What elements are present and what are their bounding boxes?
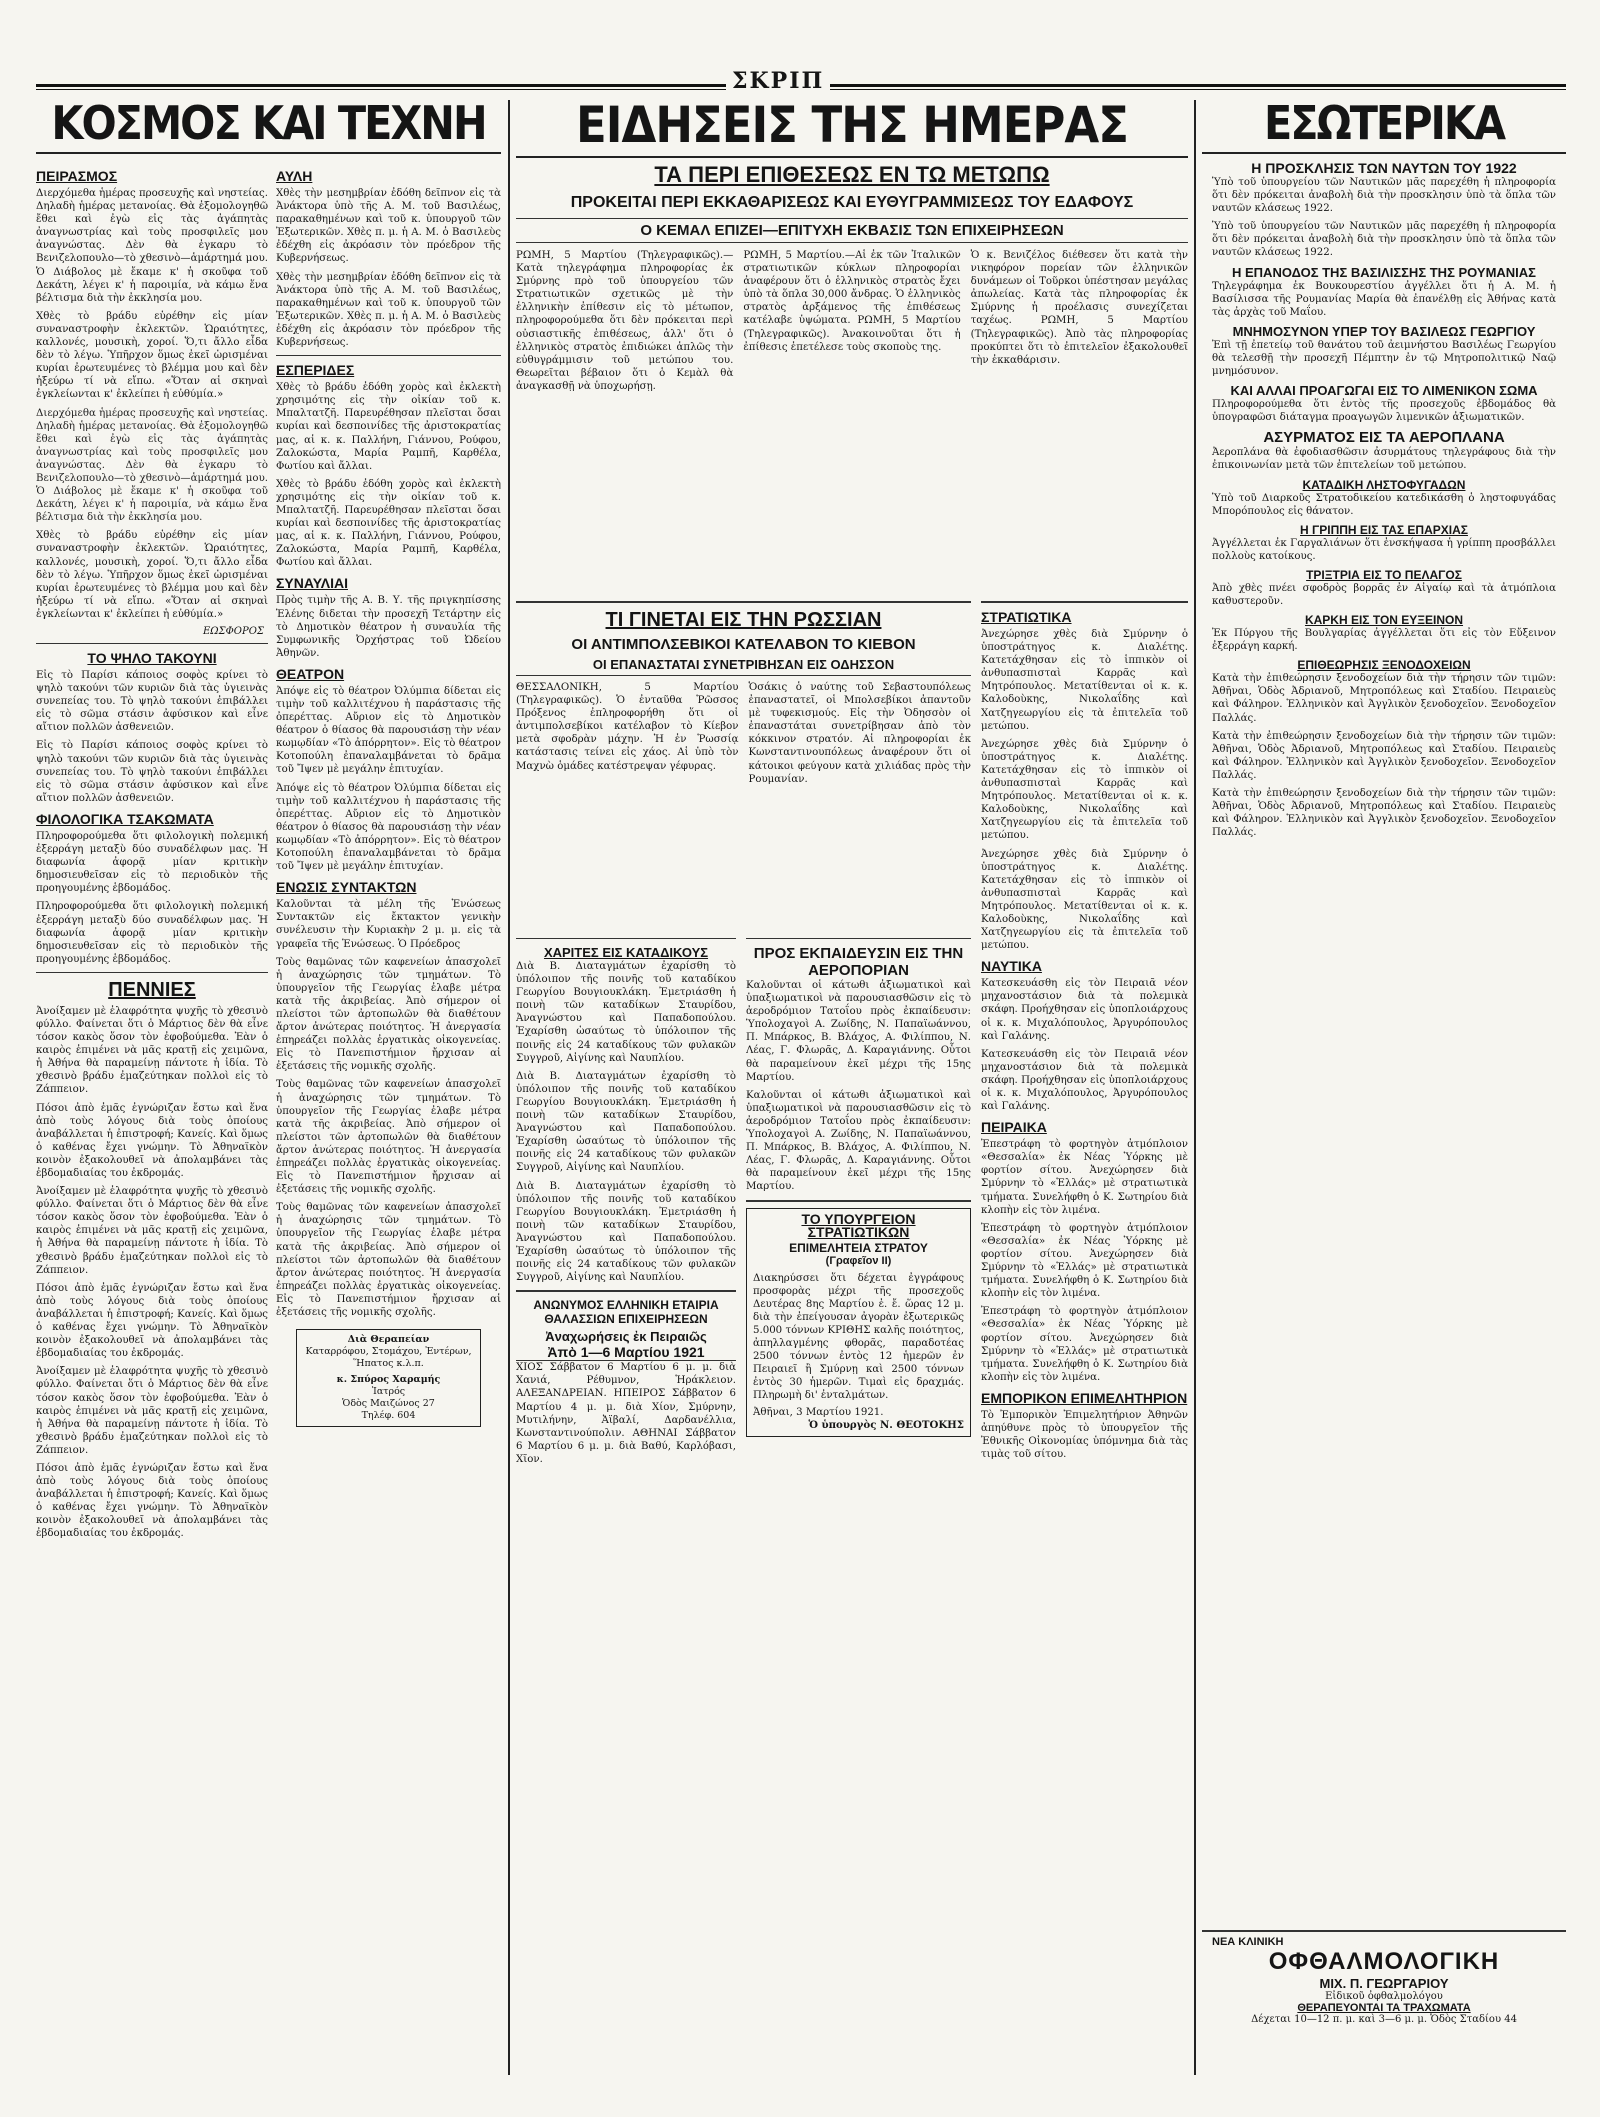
kicker: ΤΑ ΠΕΡΙ ΕΠΙΘΕΣΕΩΣ ΕΝ ΤΩ ΜΕΤΩΠΩ: [654, 162, 1050, 187]
article-title: ΚΑΡΚΗ ΕΙΣ ΤΟΝ ΕΥΞΕΙΝΟΝ: [1304, 613, 1464, 628]
masthead-title: ΣΚΡΙΠ: [726, 68, 830, 94]
article-text: Ὁσάκις ὁ ναύτης τοῦ Σεβαστουπόλεως ἐπαναστατεῖ, οἱ Μπολσεβίκοι ἀπαντοῦν μὲ τυφεκισμούς. Εἰς τὴν Ὀδησσὸν οἱ ἐπαναστάται συνετρίβησαν ἀπὸ τὸν κόκκινον στρατόν. Αἱ πληροφορίαι ἐκ Κωνσταντινουπόλεως ἀναφέρουν ὅτι οἱ κάτοικοι φεύγουν κατὰ χιλιάδας πρὸς τὴν Ρουμανίαν.: [748, 682, 971, 785]
article-text: Χθὲς τὴν μεσημβρίαν ἐδόθη δεῖπνον εἰς τὰ Ἀνάκτορα ὑπὸ τῆς Α. Μ. τοῦ Βασιλέως, παρακαθημένων καὶ τοῦ κ. ὑπουργοῦ τῶν Ἐξωτερικῶν. Χθὲς π. μ. ἡ Α. Μ. ὁ Βασιλεὺς ἐδέχθη εἰς ἀκρόασιν τὸν πρόεδρον τῆς Κυβερνήσεως.: [276, 188, 501, 265]
clinic-title: ΟΦΘΑΛΜΟΛΟΓΙΚΗ: [1268, 1948, 1500, 1975]
notice-date: Ἀθῆναι, 3 Μαρτίου 1921.: [753, 1406, 884, 1418]
article-title: ΕΝΩΣΙΣ ΣΥΝΤΑΚΤΩΝ: [276, 879, 417, 896]
article-text: Τοὺς θαμῶνας τῶν καφενείων ἀπασχολεῖ ἡ ἀναχώρησις τῶν τμημάτων. Τὸ ὑπουργεῖον τῆς Γεωργίας ἐλαβε μέτρα κατὰ τῆς ἀκριβείας. Ἀπὸ σήμερον οἱ πλείστοι τῶν ἀρτοπωλῶν θὰ διαθέτουν ἄρτον ἀνώτερας ποιότητος. Ἡ ἀνεργασία ἐπηρεάζει πολλὰς ἐργατικὰς οἰκογενείας. Εἰς τὸ Πανεπιστήμιον ἤρχισαν αἱ ἐξετάσεις τῆς νομικῆς σχολῆς.: [276, 1079, 501, 1196]
right-column-body: [1202, 160, 1566, 839]
article-title: ΕΣΠΕΡΙΔΕΣ: [276, 362, 355, 379]
notice-text: Διακηρύσσει ὅτι δέχεται ἐγγράφους προσφορὰς μέχρι τῆς προσεχοῦς Δευτέρας 8ης Μαρτίου ἐ. ἔ. ὥρας 12 μ. διὰ τὴν ἐπείγουσαν ἀγορὰν ἐξωτερικῶς 5.000 τόννων ΚΡΙΘΗΣ καλῆς ποιότητος, ἀπηλλαγμένης φθορᾶς, παραδοτέας 2500 τόννων ἐντὸς 12 ἡμερῶν ἐν Πειραιεῖ ἢ Σμύρνῃ καὶ 2500 τόννων ἐντὸς 30 ἡμερῶν. Τιμαὶ εἰς δραχμάς. Πληρωμὴ δι' ἐνταλμάτων.: [753, 1272, 964, 1401]
article-text: Ὑπὸ τοῦ Διαρκοῦς Στρατοδικείου κατεδικάσθη ὁ ληστοφυγάδας Μπορόπουλος εἰς θάνατον.: [1212, 492, 1556, 517]
article-text: Διὰ Β. Διαταγμάτων ἐχαρίσθη τὸ ὑπόλοιπον τῆς ποινῆς τοῦ καταδίκου Γεωργίου Βουγιουκλάκη. Ἐμετριάσθη ἡ ποινὴ τῶν καταδίκων Σταυρίδου, Ἀναγνώστου καὶ Παπαδοπούλου. Ἐχαρίσθη ὡσαύτως τὸ ὑπόλοιπον τῆς ποινῆς εἰς 24 καταδίκους τῶν φυλακῶν Συγγροῦ, Αἰγίνης καὶ Ναυπλίου.: [516, 961, 736, 1064]
article-text: Ἐπεστράφη τὸ φορτηγὸν ἀτμόπλοιον «Θεσσαλία» ἐκ Νέας Ὑόρκης μὲ φορτίον σίτου. Ἀνεχώρησεν διὰ Σμύρνην τὸ «Ἑλλάς» μὲ στρατιωτικὰ τμήματα. Συνελήφθη ὁ Κ. Σωτηρίου διὰ κλοπὴν εἰς τὸν λιμένα.: [981, 1306, 1188, 1383]
ad-line: Διὰ Θεραπείαν: [347, 1334, 430, 1346]
divider: [746, 938, 971, 939]
article-text: Ἐπεστράφη τὸ φορτηγὸν ἀτμόπλοιον «Θεσσαλία» ἐκ Νέας Ὑόρκης μὲ φορτίον σίτου. Ἀνεχώρησεν διὰ Σμύρνην τὸ «Ἑλλάς» μὲ στρατιωτικὰ τμήματα. Συνελήφθη ὁ Κ. Σωτηρίου διὰ κλοπὴν εἰς τὸν λιμένα.: [981, 1222, 1188, 1300]
article-text: Ἀνεχώρησε χθὲς διὰ Σμύρνην ὁ ὑποστράτηγος κ. Διαλέτης. Κατετάχθησαν εἰς τὸ ἱππικὸν οἱ ἀνθυπασπισταὶ Καρρᾶς καὶ Μητρόπουλος. Μετατίθενται οἱ κ. κ. Καλοδοὺκης, Νικολαΐδης καὶ Χατζηγεωργίου εἰς τὰ ἐπιτελεῖα τοῦ μετώπου.: [981, 848, 1188, 952]
article-title: Η ΓΡΙΠΠΗ ΕΙΣ ΤΑΣ ΕΠΑΡΧΙΑΣ: [1300, 522, 1468, 537]
lead-article: [516, 249, 1188, 609]
article-title: ΠΕΙΡΑΣΜΟΣ: [36, 168, 118, 184]
article-text: Ἀνοίξαμεν μὲ ἐλαφρότητα ψυχῆς τὸ χθεσινὸ φύλλο. Φαίνεται ὅτι ὁ Μάρτιος δὲν θὰ εἶνε τόσον κακὸς ὅσον τὸν ἐφοβούμεθα. Ἐὰν ὁ καιρὸς ἐπιμένει νὰ μᾶς κρατῇ εἰς χειμῶνα, ἡ Ἀθήνα θὰ παραμείνῃ πάντοτε ἡ ἰδία. Τὸ χθεσινὸ βράδυ ἐμαζεύτηκαν πολλοὶ εἰς τὸ Ζάππειον.: [36, 1005, 268, 1096]
article-text: Εἰς τὸ Παρίσι κάποιος σοφὸς κρίνει τὸ ψηλὸ τακούνι τῶν κυριῶν διὰ τὰς ὑγιεινὰς συνεπείας του. Τὸ ψηλὸ τακούνι ἐπιβάλλει εἰς τὸ σῶμα στάσιν ἀφύσικον καὶ εἶνε αἴτιον πολλῶν ἀσθενειῶν.: [36, 740, 268, 804]
article-text: Πόσοι ἀπὸ ἐμᾶς ἐγνώριζαν ἔστω καὶ ἕνα ἀπὸ τοὺς λόγους διὰ τοὺς ὁποίους ἀναβάλλεται ἡ ἐπιστροφή; Κανείς. Καὶ ὅμως ὁ καθένας ἔχει γνώμην. Τὸ Ἀθηναϊκὸν κοινὸν ἐξακολουθεῖ νὰ ἀπολαμβάνει τὰς ἐβδομαδιαίας του ἐκδρομάς.: [36, 1282, 268, 1360]
article-text: Πρὸς τιμὴν τῆς Α. Β. Υ. τῆς πριγκηπίσσης Ἑλένης διδεται τὴν προσεχῆ Τετάρτην εἰς τὸ Δημοτικὸν θέατρον ἡ συναυλία τῆς Συμφωνικῆς Ὀρχήστρας τοῦ Ὠδείου Ἀθηνῶν.: [276, 595, 501, 659]
article-text: Χθὲς τὴν μεσημβρίαν ἐδόθη δεῖπνον εἰς τὰ Ἀνάκτορα ὑπὸ τῆς Α. Μ. τοῦ Βασιλέως, παρακαθημένων καὶ τοῦ κ. ὑπουργοῦ τῶν Ἐξωτερικῶν. Χθὲς π. μ. ἡ Α. Μ. ὁ Βασιλεὺς ἐδέχθη εἰς ἀκρόασιν τὸν πρόεδρον τῆς Κυβερνήσεως.: [276, 271, 501, 349]
article-text: Ὁ κ. Βενιζέλος διέθεσεν ὅτι κατὰ τὴν νικηφόρον πορείαν τῶν ἑλληνικῶν δυνάμεων οἱ Τοῦρκοι ὑπέστησαν μεγάλας ἀπωλείας. Κατὰ τὰς πληροφορίας ἐκ Σμύρνης ἡ προέλασις συνεχίζεται ταχέως. ΡΩΜΗ, 5 Μαρτίου (Τηλεγραφικῶς). Ἀπὸ τὰς πληροφορίας προκύπτει ὅτι τὸ ἐπιτελεῖον ἐξακολουθεῖ τὴν ἐκκαθάρισιν.: [970, 250, 1188, 366]
article-text: Διερχόμεθα ἡμέρας προσευχῆς καὶ νηστείας. Δηλαδὴ ἡμέρας μετανοίας. Θὰ ἐξομολογηθῶ ἔθει καὶ ἐγὼ εἰς τὰς ἀγάπητὰς ἀναγνωστρίας καὶ τοὺς προσφιλεῖς μου ἀναγνώστας. Δὲν θὰ ἐγκαρυ τὸ Βενιζελοπουλο—τὸ χθεσινὸ—ἁμάρτημά μου. Ὁ Διάβολος μὲ ἔκαμε κ' ἡ σκοῦφα τοῦ Δεκάτη, λέγει κ' ἡ παροιμία, νὰ κάμω ἕνα βέλτισμα διὰ τὴν ἐκκλησία μου.: [36, 188, 268, 304]
divider: [516, 1290, 736, 1292]
subhead: Ο ΚΕΜΑΛ ΕΠΙΖΕΙ—ΕΠΙΤΥΧΗ ΕΚΒΑΣΙΣ ΤΩΝ ΕΠΙΧΕΙΡΗΣΕΩΝ: [516, 218, 1188, 243]
headline: ΟΙ ΑΝΤΙΜΠΟΛΣΕΒΙΚΟΙ ΚΑΤΕΛΑΒΟΝ ΤΟ ΚΙΕΒΟΝ: [571, 636, 916, 653]
article-text: Ἀπόψε εἰς τὸ θέατρον Ὀλύμπια δίδεται εἰς τιμὴν τοῦ καλλιτέχνου ἡ παράστασις τῆς ὀπερέττας. Αὔριον εἰς τὸ Δημοτικὸν θέατρον ὁ θίασος θὰ παρουσιάσῃ τὴν νέαν κωμῳδίαν «Τὸ ἀπόρρητον». Εἰς τὸ θέατρον Κοτοπούλη ἐπαναλαμβάνεται τὸ δρᾶμα τοῦ Ἴψεν μὲ μεγάλην ἐπιτυχίαν.: [276, 782, 501, 873]
article-text: Κατεσκευάσθη εἰς τὸν Πειραιᾶ νέον μηχανοστάσιον διὰ τὰ πολεμικὰ σκάφη. Προήχθησαν εἰς ὑποπλοιάρχους οἱ κ. κ. Μιχαλόπουλος, Ἀργυρόπουλος καὶ Γαλάνης.: [981, 978, 1188, 1042]
article-text: Ἀγγέλλεται ἐκ Γαργαλιάνων ὅτι ἐνσκήψασα ἡ γρίππη προσβάλλει πολλοὺς κατοίκους.: [1212, 537, 1556, 562]
article-title: Η ΕΠΑΝΟΔΟΣ ΤΗΣ ΒΑΣΙΛΙΣΣΗΣ ΤΗΣ ΡΟΥΜΑΝΙΑΣ: [1232, 264, 1536, 280]
article-text: Κατὰ τὴν ἐπιθεώρησιν ξενοδοχείων διὰ τὴν τήρησιν τῶν τιμῶν: Ἀθῆναι, Ὁδὸς Ἀδριανοῦ, Μητροπόλεως καὶ Σταδίου. Πειραιεὺς καὶ Φάληρον. Ἑλληνικὸν καὶ Ἀγγλικὸν ξενοδοχεῖον. Ξενοδοχεῖον Παλλάς.: [1212, 673, 1556, 724]
shipping-title: ΑΝΩΝΥΜΟΣ ΕΛΛΗΝΙΚΗ ΕΤΑΙΡΙΑ ΘΑΛΑΣΣΙΩΝ ΕΠΙΧΕΙΡΗΣΕΩΝ: [533, 1298, 719, 1327]
subhead: ΟΙ ΕΠΑΝΑΣΤΑΤΑΙ ΣΥΝΕΤΡΙΒΗΣΑΝ ΕΙΣ ΟΔΗΣΣΟΝ: [516, 657, 971, 676]
article-text: Ἀπὸ χθὲς πνέει σφοδρὸς βορρᾶς ἐν Αἰγαίῳ καὶ τὰ ἀτμόπλοια καθυστεροῦν.: [1212, 582, 1556, 607]
article-title: ΦΙΛΟΛΟΓΙΚΑ ΤΣΑΚΩΜΑΤΑ: [36, 810, 214, 827]
section-header-esoterika: ΕΣΩΤΕΡΙΚΑ: [1202, 100, 1566, 154]
article-text: Ἀνεχώρησε χθὲς διὰ Σμύρνην ὁ ὑποστράτηγος κ. Διαλέτης. Κατετάχθησαν εἰς τὸ ἱππικὸν οἱ ἀνθυπασπισταὶ Καρρᾶς καὶ Μητρόπουλος. Μετατίθενται οἱ κ. κ. Καλοδοὺκης, Νικολαΐδης καὶ Χατζηγεωργίου εἰς τὰ ἐπιτελεῖα τοῦ μετώπου.: [981, 738, 1188, 842]
article-title: ΑΣΥΡΜΑΤΟΣ ΕΙΣ ΤΑ ΑΕΡΟΠΛΑΝΑ: [1263, 429, 1505, 447]
center-right-column: [981, 595, 1188, 2035]
ad-line: Καταρρόφου, Στομάχου, Ἐντέρων, Ἥπατος κ.λ.π.: [305, 1346, 472, 1370]
article-title: ΠΕΙΡΑΙΚΑ: [981, 1119, 1047, 1136]
article-text: Ἐκ Πύργου τῆς Βουλγαρίας ἀγγέλλεται ὅτι εἰς τὸν Εὔξεινον ἐξερράγη καρκή.: [1212, 628, 1556, 653]
article-text: Διὰ Β. Διαταγμάτων ἐχαρίσθη τὸ ὑπόλοιπον τῆς ποινῆς τοῦ καταδίκου Γεωργίου Βουγιουκλάκη. Ἐμετριάσθη ἡ ποινὴ τῶν καταδίκων Σταυρίδου, Ἀναγνώστου καὶ Παπαδοπούλου. Ἐχαρίσθη ὡσαύτως τὸ ὑπόλοιπον τῆς ποινῆς εἰς 24 καταδίκους τῶν φυλακῶν Συγγροῦ, Αἰγίνης καὶ Ναυπλίου.: [516, 1070, 736, 1174]
article-title: ΣΥΝΑΥΛΙΑΙ: [276, 575, 348, 592]
divider: [1202, 1930, 1566, 1932]
notice-office: (Γραφεῖον ΙΙ): [825, 1254, 892, 1267]
article-title: ΘΕΑΤΡΟΝ: [276, 665, 345, 682]
shipping-text: ΧΙΟΣ Σάββατον 6 Μαρτίου 6 μ. μ. διὰ Χανιά, Ρέθυμνον, Ἡράκλειον. ΑΛΕΞΑΝΔΡΕΙΑΝ. ΗΠΕΙΡΟΣ Σάββατον 6 Μαρτίου 4 μ. μ. διὰ Χίον, Σμύρνην, Μυτιλήνην, Ἀϊβαλί, Δαρδανέλλια, Κωνσταντινούπολιν. ΑΘΗΝΑΙ Σάββατον 6 Μαρτίου 6 μ. μ. διὰ Βαθύ, Καρλόβασι, Χῖον.: [516, 1362, 736, 1465]
column-rule-right: [1194, 100, 1196, 2075]
article-text: Ἐπὶ τῇ ἐπετείῳ τοῦ θανάτου τοῦ ἀειμνήστου Βασιλέως Γεωργίου θὰ τελεσθῇ τὴν προσεχῆ Πέμπτην ἐν τῷ Μητροπολιτικῷ Ναῷ μνημόσυνον.: [1212, 339, 1556, 378]
article-text: Διερχόμεθα ἡμέρας προσευχῆς καὶ νηστείας. Δηλαδὴ ἡμέρας μετανοίας. Θὰ ἐξομολογηθῶ ἔθει καὶ ἐγὼ εἰς τὰς ἀγάπητὰς ἀναγνωστρίας καὶ τοὺς προσφιλεῖς μου ἀναγνώστας. Δὲν θὰ ἐγκαρυ τὸ Βενιζελοπουλο—τὸ χθεσινὸ—ἁμάρτημά μου. Ὁ Διάβολος μὲ ἔκαμε κ' ἡ σκοῦφα τοῦ Δεκάτη, λέγει κ' ἡ παροιμία, νὰ κάμω ἕνα βέλτισμα διὰ τὴν ἐκκλησία μου.: [36, 407, 268, 524]
divider: [516, 938, 736, 939]
section-header-news: ΕΙΔΗΣΕΙΣ ΤΗΣ ΗΜΕΡΑΣ: [516, 100, 1188, 158]
headline: ΠΡΟΚΕΙΤΑΙ ΠΕΡΙ ΕΚΚΑΘΑΡΙΣΕΩΣ ΚΑΙ ΕΥΘΥΓΡΑΜΜΙΣΕΩΣ ΤΟΥ ΕΔΑΦΟΥΣ: [570, 194, 1134, 211]
divider: [746, 1200, 971, 1202]
article-text: Πληροφορούμεθα ὅτι φιλολογικὴ πολεμική ἐξερράγη μεταξὺ δύο συναδέλφων μας. Ἡ διαφωνία ἀφορᾷ μίαν κριτικὴν δημοσιευθεῖσαν εἰς τὸ περιοδικὸν τῆς προηγουμένης ἑβδομάδος.: [36, 901, 268, 965]
article-text: Ἀεροπλάνα θὰ ἐφοδιασθῶσιν ἀσυρμάτους τηλεγράφους διὰ τὴν ἐπικοινωνίαν μετὰ τῶν ἐπιτελείων τοῦ μετώπου.: [1212, 447, 1556, 472]
article-text: Τοὺς θαμῶνας τῶν καφενείων ἀπασχολεῖ ἡ ἀναχώρησις τῶν τμημάτων. Τὸ ὑπουργεῖον τῆς Γεωργίας ἐλαβε μέτρα κατὰ τῆς ἀκριβείας. Ἀπὸ σήμερον οἱ πλείστοι τῶν ἀρτοπωλῶν θὰ διαθέτουν ἄρτον ἀνώτερας ποιότητος. Ἡ ἀνεργασία ἐπηρεάζει πολλὰς ἐργατικὰς οἰκογενείας. Εἰς τὸ Πανεπιστήμιον ἤρχισαν αἱ ἐξετάσεις τῆς νομικῆς σχολῆς.: [276, 956, 501, 1073]
kicker: ΤΙ ΓΙΝΕΤΑΙ ΕΙΣ ΤΗΝ ΡΩΣΣΙΑΝ: [605, 609, 882, 631]
article-text: ΡΩΜΗ, 5 Μαρτίου (Τηλεγραφικῶς).—Κατὰ τηλεγράφημα πληροφορίας ἐκ Σμύρνης πρὸ τοῦ ὑπουργείου τῶν Στρατιωτικῶν σχετικῶς μὲ τὴν ἑλληνικὴν ἐπίθεσιν εἰς τὸ μέτωπον, πληροφορούμεθα ὅτι δὲν πρόκειται περὶ οὐσιαστικῆς ἐπιθέσεως, ἀλλ' ὅτι ὁ ἑλληνικὸς στρατὸς ἐπιδιώκει ἁπλῶς τὴν εὐθυγράμμισιν τοῦ μετώπου του. Θεωρεῖται βέβαιον ὅτι ὁ Κεμὰλ θὰ ἀναγκασθῇ νὰ ὑποχωρήσῃ.: [516, 250, 734, 392]
divider: [36, 643, 268, 644]
article-text: ΘΕΣΣΑΛΟΝΙΚΗ, 5 Μαρτίου (Τηλεγραφικῶς). Ὁ ἐνταῦθα Ῥῶσσος Πρόξενος ἐπληροφορήθη ὅτι οἱ ἀντιμπολσεβίκοι κατέλαβον τὸ Κίεβον μετὰ σφοδρὰν μάχην. Ἡ ἐν Ῥωσσίᾳ κατάστασις τείνει εἰς χάος. Αἱ ὑπὸ τὸν Μαχνὼ ὁμάδες κατέστρεψαν γέφυρας.: [516, 682, 739, 772]
article-text: Πόσοι ἀπὸ ἐμᾶς ἐγνώριζαν ἔστω καὶ ἕνα ἀπὸ τοὺς λόγους διὰ τοὺς ὁποίους ἀναβάλλεται ἡ ἐπιστροφή; Κανείς. Καὶ ὅμως ὁ καθένας ἔχει γνώμην. Τὸ Ἀθηναϊκὸν κοινὸν ἐξακολουθεῖ νὰ ἀπολαμβάνει τὰς ἐβδομαδιαίας του ἐκδρομάς.: [36, 1462, 268, 1540]
ad-line: Ἰατρός: [371, 1386, 406, 1398]
notice-title: ΤΟ ΥΠΟΥΡΓΕΙΟΝ ΣΤΡΑΤΙΩΤΙΚΩΝ: [801, 1210, 916, 1240]
article-title: ΠΡΟΣ ΕΚΠΑΙΔΕΥΣΙΝ ΕΙΣ ΤΗΝ ΑΕΡΟΠΟΡΙΑΝ: [753, 945, 964, 979]
ministry-notice: [746, 1208, 971, 1437]
article-text: Ἀπόψε εἰς τὸ θέατρον Ὀλύμπια δίδεται εἰς τιμὴν τοῦ καλλιτέχνου ἡ παράστασις τῆς ὀπερέττας. Αὔριον εἰς τὸ Δημοτικὸν θέατρον ὁ θίασος θὰ παρουσιάσῃ τὴν νέαν κωμῳδίαν «Τὸ ἀπόρρητον». Εἰς τὸ θέατρον Κοτοπούλη ἐπαναλαμβάνεται τὸ δρᾶμα τοῦ Ἴψεν μὲ μεγάλην ἐπιτυχίαν.: [276, 685, 501, 776]
article-text: Κατὰ τὴν ἐπιθεώρησιν ξενοδοχείων διὰ τὴν τήρησιν τῶν τιμῶν: Ἀθῆναι, Ὁδὸς Ἀδριανοῦ, Μητροπόλεως καὶ Σταδίου. Πειραιεὺς καὶ Φάληρον. Ἑλληνικὸν καὶ Ἀγγλικὸν ξενοδοχεῖον. Ξενοδοχεῖον Παλλάς.: [1212, 788, 1556, 839]
clinic-hours: Δέχεται 10—12 π. μ. καὶ 3—6 μ. μ. Ὁδὸς Σταδίου 44: [1251, 2014, 1517, 2025]
article-text: Ἀνοίξαμεν μὲ ἐλαφρότητα ψυχῆς τὸ χθεσινὸ φύλλο. Φαίνεται ὅτι ὁ Μάρτιος δὲν θὰ εἶνε τόσον κακὸς ὅσον τὸν ἐφοβούμεθα. Ἐὰν ὁ καιρὸς ἐπιμένει νὰ μᾶς κρατῇ εἰς χειμῶνα, ἡ Ἀθήνα θὰ παραμείνῃ πάντοτε ἡ ἰδία. Τὸ χθεσινὸ βράδυ ἐμαζεύτηκαν πολλοὶ εἰς τὸ Ζάππειον.: [36, 1366, 268, 1456]
ad-line: κ. Σπύρος Χαραμής: [336, 1374, 441, 1386]
article-text: Καλοῦνται οἱ κάτωθι ἀξιωματικοὶ καὶ ὑπαξιωματικοὶ νὰ παρουσιασθῶσιν εἰς τὸ ἀεροδρόμιον Τατοΐου πρὸς ἐκπαίδευσιν: Ὑπολοχαγοὶ Α. Ζωίδης, Ν. Παπαϊωάννου, Π. Μπάρκος, Β. Βλάχος, Α. Φιλίππου, Ν. Λέας, Γ. Φλωρᾶς, Δ. Καραγιάννης. Οὗτοι θὰ παραμείνουν ἐκεῖ μέχρι τῆς 15ης Μαρτίου.: [746, 980, 971, 1083]
article-text: Χθὲς τὸ βράδυ εὑρέθην εἰς μίαν συναναστροφὴν ἐκλεκτῶν. Ὡραιότητες, καλλονές, μουσικὴ, χοροί. Ὅ,τι ἄλλο εἶδα δὲν τὸ λέγω. Ὑπῆρχον ὅμως ἐκεῖ ὡρισμέναι κυρίαι ἐρωτευμένες τὸ βλέμμα μου καὶ δὲν ἠξεύρω τί νὰ εἴπω. «Ὅταν αἱ σκηναὶ ἐγκλείωνται κ' ἐκλείπει ἡ εὐθύμία.»: [36, 310, 268, 401]
clinic-ad: [1202, 1930, 1566, 2048]
shipping-dates: Ἀπὸ 1—6 Μαρτίου 1921: [516, 1344, 736, 1361]
article-title: ΠΕΝΝΙΕΣ: [108, 978, 196, 1001]
left-column-2: [276, 162, 501, 2072]
article-text: Πληροφορούμεθα ὅτι φιλολογικὴ πολεμική ἐξερράγη μεταξὺ δύο συναδέλφων μας. Ἡ διαφωνία ἀφορᾷ μίαν κριτικὴν δημοσιευθεῖσαν εἰς τὸ περιοδικὸν τῆς προηγουμένης ἑβδομάδος.: [36, 830, 268, 895]
notice-signature: Ὁ ὑπουργὸς Ν. ΘΕΟΤΟΚΗΣ: [808, 1418, 964, 1431]
ad-line: Τηλέφ. 604: [361, 1410, 416, 1422]
article-title: ΕΠΙΘΕΩΡΗΣΙΣ ΞΕΝΟΔΟΧΕΙΩΝ: [1297, 658, 1471, 673]
clinic-label: ΝΕΑ ΚΛΙΝΙΚΗ: [1212, 1936, 1284, 1948]
section-header-kosmos: ΚΟΣΜΟΣ ΚΑΙ ΤΕΧΝΗ: [36, 100, 501, 154]
article-title: ΜΝΗΜΟΣΥΝΟΝ ΥΠΕΡ ΤΟΥ ΒΑΣΙΛΕΩΣ ΓΕΩΡΓΙΟΥ: [1232, 323, 1536, 339]
article-text: Ὑπὸ τοῦ ὑπουργείου τῶν Ναυτικῶν μᾶς παρεχέθη ἡ πληροφορία ὅτι δὲν πρόκειται ἀναβολὴ διὰ τὴν προσκλησιν ὑπὸ τὰ ὅπλα τῶν ναυτῶν κλάσεως 1922.: [1212, 221, 1556, 259]
article-title: ΚΑΙ ΑΛΛΑΙ ΠΡΟΑΓΩΓΑΙ ΕΙΣ ΤΟ ΛΙΜΕΝΙΚΟΝ ΣΩΜΑ: [1230, 383, 1538, 399]
center-lower-right: [746, 932, 971, 2032]
ad-line: Ὁδὸς Μαιζώνος 27: [342, 1398, 435, 1410]
divider: [36, 972, 268, 973]
article-text: Ἐπεστράφη τὸ φορτηγὸν ἀτμόπλοιον «Θεσσαλία» ἐκ Νέας Ὑόρκης μὲ φορτίον σίτου. Ἀνεχώρησεν διὰ Σμύρνην τὸ «Ἑλλάς» μὲ στρατιωτικὰ τμήματα. Συνελήφθη ὁ Κ. Σωτηρίου διὰ κλοπὴν εἰς τὸν λιμένα.: [981, 1139, 1188, 1216]
article-title: ΝΑΥΤΙΚΑ: [981, 958, 1042, 975]
article-title: ΚΑΤΑΔΙΚΗ ΛΗΣΤΟΦΥΓΑΔΩΝ: [1302, 477, 1466, 492]
divider: [981, 601, 1188, 603]
column-rule-left: [508, 100, 510, 2075]
left-column-1: [36, 162, 268, 2072]
article-text: Χθὲς τὸ βράδυ εὑρέθην εἰς μίαν συναναστροφὴν ἐκλεκτῶν. Ὡραιότητες, καλλονές, μουσικὴ, χοροί. Ὅ,τι ἄλλο εἶδα δὲν τὸ λέγω. Ὑπῆρχον ὅμως ἐκεῖ ὡρισμέναι κυρίαι ἐρωτευμένες τὸ βλέμμα μου καὶ δὲν ἠξεύρω τί νὰ εἴπω. «Ὅταν αἱ σκηναὶ ἐγκλείωνται κ' ἐκλείπει ἡ εὐθύμία.»: [36, 530, 268, 620]
clinic-line: ΘΕΡΑΠΕΥΟΝΤΑΙ ΤΑ ΤΡΑΧΩΜΑΤΑ: [1297, 2002, 1471, 2014]
article-title: ΕΜΠΟΡΙΚΟΝ ΕΠΙΜΕΛΗΤΗΡΙΟΝ: [981, 1389, 1188, 1406]
article-text: Χθὲς τὸ βράδυ ἐδόθη χορὸς καὶ ἐκλεκτὴ χρησιμότης εἰς τὴν οἰκίαν τοῦ κ. Μπαλτατζῆ. Παρευρέθησαν πλεῖσται ὅσαι κυρίαι καὶ δεσποινίδες τῆς ἀριστοκρατίας μας, αἱ κ. κ. Παλλήνη, Γιάννου, Ρούφου, Ζαλοκώστα, Μαρία Ραμπῆ, Καρθέλα, Φωτίου καὶ ἄλλαι.: [276, 382, 501, 472]
shipping-subtitle: Ἀναχωρήσεις ἐκ Πειραιῶς: [545, 1329, 707, 1345]
article-text: Τὸ Ἐμπορικὸν Ἐπιμελητήριον Ἀθηνῶν ἀπηύθυνε πρὸς τὸ ὑπουργεῖον τῆς Ἐθνικῆς Οἰκονομίας ὑπόμνημα διὰ τὰς τιμὰς τοῦ σίτου.: [981, 1409, 1188, 1461]
article-text: Ὑπὸ τοῦ ὑπουργείου τῶν Ναυτικῶν μᾶς παρεχέθη ἡ πληροφορία ὅτι δὲν πρόκειται ἀναβολὴ διὰ τὴν προσκλησιν ὑπὸ τὰ ὅπλα τῶν ναυτῶν κλάσεως 1922.: [1212, 177, 1556, 215]
byline: ΕΩΣΦΟΡΟΣ: [202, 626, 264, 637]
article-text: Πόσοι ἀπὸ ἐμᾶς ἐγνώριζαν ἔστω καὶ ἕνα ἀπὸ τοὺς λόγους διὰ τοὺς ὁποίους ἀναβάλλεται ἡ ἐπιστροφή; Κανείς. Καὶ ὅμως ὁ καθένας ἔχει γνώμην. Τὸ Ἀθηναϊκὸν κοινὸν ἐξακολουθεῖ νὰ ἀπολαμβάνει τὰς ἐβδομαδιαίας του ἐκδρομάς.: [36, 1102, 268, 1179]
doctor-ad: [296, 1329, 481, 1427]
article-title: Η ΠΡΟΣΚΛΗΣΙΣ ΤΩΝ ΝΑΥΤΩΝ ΤΟΥ 1922: [1251, 160, 1517, 176]
article-title: ΣΤΡΑΤΙΩΤΙΚΑ: [981, 609, 1072, 625]
right-section: [1202, 100, 1566, 2075]
article-text: Ἀνεχώρησε χθὲς διὰ Σμύρνην ὁ ὑποστράτηγος κ. Διαλέτης. Κατετάχθησαν εἰς τὸ ἱππικὸν οἱ ἀνθυπασπισταὶ Καρρᾶς καὶ Μητρόπουλος. Μετατίθενται οἱ κ. κ. Καλοδοὺκης, Νικολαΐδης καὶ Χατζηγεωργίου εἰς τὰ ἐπιτελεῖα τοῦ μετώπου.: [981, 629, 1188, 732]
newspaper-page: [36, 70, 1566, 2080]
article-text: Τοὺς θαμῶνας τῶν καφενείων ἀπασχολεῖ ἡ ἀναχώρησις τῶν τμημάτων. Τὸ ὑπουργεῖον τῆς Γεωργίας ἐλαβε μέτρα κατὰ τῆς ἀκριβείας. Ἀπὸ σήμερον οἱ πλείστοι τῶν ἀρτοπωλῶν θὰ διαθέτουν ἄρτον ἀνώτερας ποιότητος. Ἡ ἀνεργασία ἐπηρεάζει πολλὰς ἐργατικὰς οἰκογενείας. Εἰς τὸ Πανεπιστήμιον ἤρχισαν αἱ ἐξετάσεις τῆς νομικῆς σχολῆς.: [276, 1202, 501, 1319]
article-title: ΑΥΛΗ: [276, 168, 313, 184]
russia-text: [516, 681, 971, 791]
russia-article: [516, 595, 971, 925]
article-text: Χθὲς τὸ βράδυ ἐδόθη χορὸς καὶ ἐκλεκτὴ χρησιμότης εἰς τὴν οἰκίαν τοῦ κ. Μπαλτατζῆ. Παρευρέθησαν πλεῖσται ὅσαι κυρίαι καὶ δεσποινίδες τῆς ἀριστοκρατίας μας, αἱ κ. κ. Παλλήνη, Γιάννου, Ρούφου, Ζαλοκώστα, Μαρία Ραμπῆ, Καρθέλα, Φωτίου καὶ ἄλλαι.: [276, 478, 501, 569]
article-text: Εἰς τὸ Παρίσι κάποιος σοφὸς κρίνει τὸ ψηλὸ τακούνι τῶν κυριῶν διὰ τὰς ὑγιεινὰς συνεπείας του. Τὸ ψηλὸ τακούνι ἐπιβάλλει εἰς τὸ σῶμα στάσιν ἀφύσικον καὶ εἶνε αἴτιον πολλῶν ἀσθενειῶν.: [36, 670, 268, 734]
article-text: Καλοῦνται τὰ μέλη τῆς Ἑνώσεως Συντακτῶν εἰς ἔκτακτον γενικὴν συνέλευσιν τὴν Κυριακὴν 2 μ. μ. εἰς τὰ γραφεῖα τῆς Ἑνώσεως. Ὁ Πρόεδρος: [276, 899, 501, 950]
center-lower-left: [516, 932, 736, 2032]
article-text: Πληροφορούμεθα ὅτι ἐντὸς τῆς προσεχοῦς ἑβδομάδος θὰ ὑπογραφῶσι διάταγμα προαγωγῶν λιμενικῶν ἀξιωματικῶν.: [1212, 399, 1556, 424]
article-text: ΡΩΜΗ, 5 Μαρτίου.—Αἱ ἐκ τῶν Ἰταλικῶν στρατιωτικῶν κύκλων πληροφορίαι ἀναφέρουν ὅτι ὁ ἑλληνικὸς στρατὸς ἔχει ὑπὸ τὰ ὅπλα 30,000 ἄνδρας. Ὁ ἑλληνικὸς στρατὸς ἀρξάμενος τῆς ἐπιθέσεως κατέλαβε ὑψώματα. ΡΩΜΗ, 5 Μαρτίου (Τηλεγραφικῶς). Ἀνακοινοῦται ὅτι ἡ ἐπίθεσις ἐπετέλεσε τοὺς σκοποὺς της.: [743, 250, 961, 353]
article-title: ΧΑΡΙΤΕΣ ΕΙΣ ΚΑΤΑΔΙΚΟΥΣ: [543, 945, 709, 960]
article-title: ΤΟ ΨΗΛΟ ΤΑΚΟΥΝΙ: [87, 650, 217, 666]
clinic-role: Εἰδικοῦ ὀφθαλμολόγου: [1325, 1991, 1443, 2002]
article-text: Διὰ Β. Διαταγμάτων ἐχαρίσθη τὸ ὑπόλοιπον τῆς ποινῆς τοῦ καταδίκου Γεωργίου Βουγιουκλάκη. Ἐμετριάσθη ἡ ποινὴ τῶν καταδίκων Σταυρίδου, Ἀναγνώστου καὶ Παπαδοπούλου. Ἐχαρίσθη ὡσαύτως τὸ ὑπόλοιπον τῆς ποινῆς εἰς 24 καταδίκους τῶν φυλακῶν Συγγροῦ, Αἰγίνης καὶ Ναυπλίου.: [516, 1180, 736, 1284]
article-text: Κατὰ τὴν ἐπιθεώρησιν ξενοδοχείων διὰ τὴν τήρησιν τῶν τιμῶν: Ἀθῆναι, Ὁδὸς Ἀδριανοῦ, Μητροπόλεως καὶ Σταδίου. Πειραιεὺς καὶ Φάληρον. Ἑλληνικὸν καὶ Ἀγγλικὸν ξενοδοχεῖον. Ξενοδοχεῖον Παλλάς.: [1212, 730, 1556, 781]
article-title: ΤΡΙΞΤΡΙΑ ΕΙΣ ΤΟ ΠΕΛΑΓΟΣ: [1306, 567, 1462, 582]
article-text: Καλοῦνται οἱ κάτωθι ἀξιωματικοὶ καὶ ὑπαξιωματικοὶ νὰ παρουσιασθῶσιν εἰς τὸ ἀεροδρόμιον Τατοΐου πρὸς ἐκπαίδευσιν: Ὑπολοχαγοὶ Α. Ζωίδης, Ν. Παπαϊωάννου, Π. Μπάρκος, Β. Βλάχος, Α. Φιλίππου, Ν. Λέας, Γ. Φλωρᾶς, Δ. Καραγιάννης. Οὗτοι θὰ παραμείνουν ἐκεῖ μέχρι τῆς 15ης Μαρτίου.: [746, 1089, 971, 1193]
article-text: Τηλεγράφημα ἐκ Βουκουρεστίου ἀγγέλλει ὅτι ἡ Α. Μ. ἡ Βασίλισσα τῆς Ρουμανίας Μαρία θὰ ἐπανέλθῃ εἰς Ἀθήνας κατὰ τὰς ἀρχὰς τοῦ Μαΐου.: [1212, 280, 1556, 318]
clinic-doctor: ΜΙΧ. Π. ΓΕΩΡΓΑΡΙΟΥ: [1319, 1976, 1449, 1991]
divider: [276, 355, 501, 356]
article-text: Κατεσκευάσθη εἰς τὸν Πειραιᾶ νέον μηχανοστάσιον διὰ τὰ πολεμικὰ σκάφη. Προήχθησαν εἰς ὑποπλοιάρχους οἱ κ. κ. Μιχαλόπουλος, Ἀργυρόπουλος καὶ Γαλάνης.: [981, 1048, 1188, 1113]
article-text: Ἀνοίξαμεν μὲ ἐλαφρότητα ψυχῆς τὸ χθεσινὸ φύλλο. Φαίνεται ὅτι ὁ Μάρτιος δὲν θὰ εἶνε τόσον κακὸς ὅσον τὸν ἐφοβούμεθα. Ἐὰν ὁ καιρὸς ἐπιμένει νὰ μᾶς κρατῇ εἰς χειμῶνα, ἡ Ἀθήνα θὰ παραμείνῃ πάντοτε ἡ ἰδία. Τὸ χθεσινὸ βράδυ ἐμαζεύτηκαν πολλοὶ εἰς τὸ Ζάππειον.: [36, 1186, 268, 1276]
notice-sub: ΕΠΙΜΕΛΗΤΕΙΑ ΣΤΡΑΤΟΥ: [789, 1240, 928, 1255]
divider: [516, 601, 971, 603]
